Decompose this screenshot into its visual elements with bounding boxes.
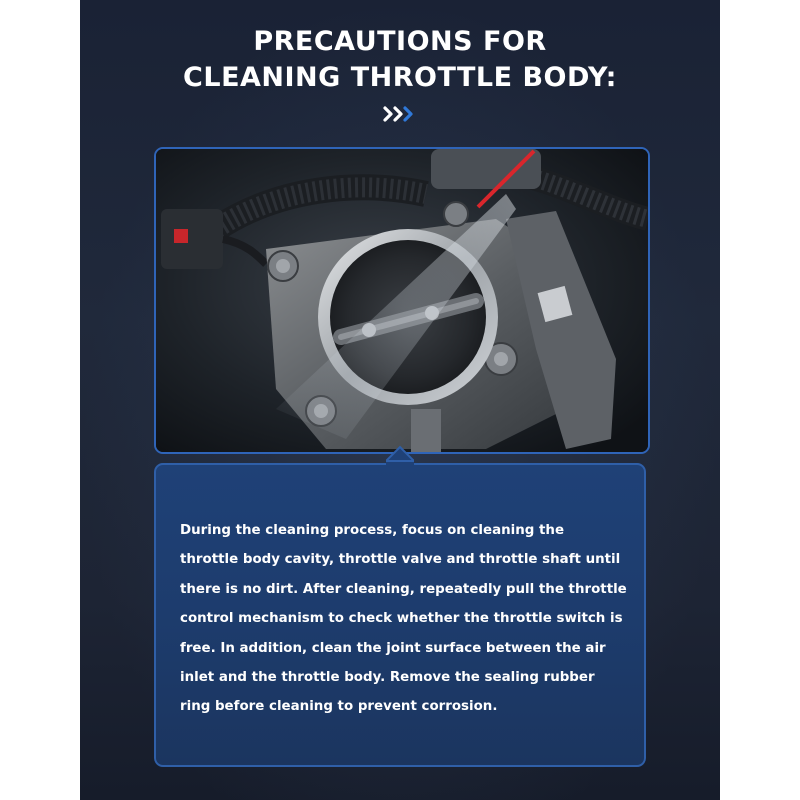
speech-pointer-icon: [386, 444, 414, 472]
paragraph-line: there is no dirt. After cleaning, repeatedly pull the throttle: [180, 581, 627, 597]
paragraph-line: free. In addition, clean the joint surface between the air: [180, 640, 606, 656]
paragraph-line: throttle body cavity, throttle valve and throttle shaft until: [180, 552, 621, 568]
triple-chevron-right-icon: [382, 104, 418, 124]
paragraph-line: inlet and the throttle body. Remove the sealing rubber: [180, 670, 595, 686]
title-line-2: CLEANING THROTTLE BODY:: [183, 62, 617, 93]
title-line-1: PRECAUTIONS FOR: [253, 26, 547, 57]
paragraph-line: control mechanism to check whether the throttle switch is: [180, 611, 623, 627]
throttle-body-photo: [154, 147, 650, 454]
precautions-paragraph: [180, 516, 630, 722]
paragraph-line: During the cleaning process, focus on cleaning the: [180, 523, 565, 538]
paragraph-line: ring before cleaning to prevent corrosion.: [180, 699, 498, 715]
throttle-body-illustration: [156, 149, 648, 452]
page-title: [80, 24, 720, 96]
poster-panel: [80, 0, 720, 800]
